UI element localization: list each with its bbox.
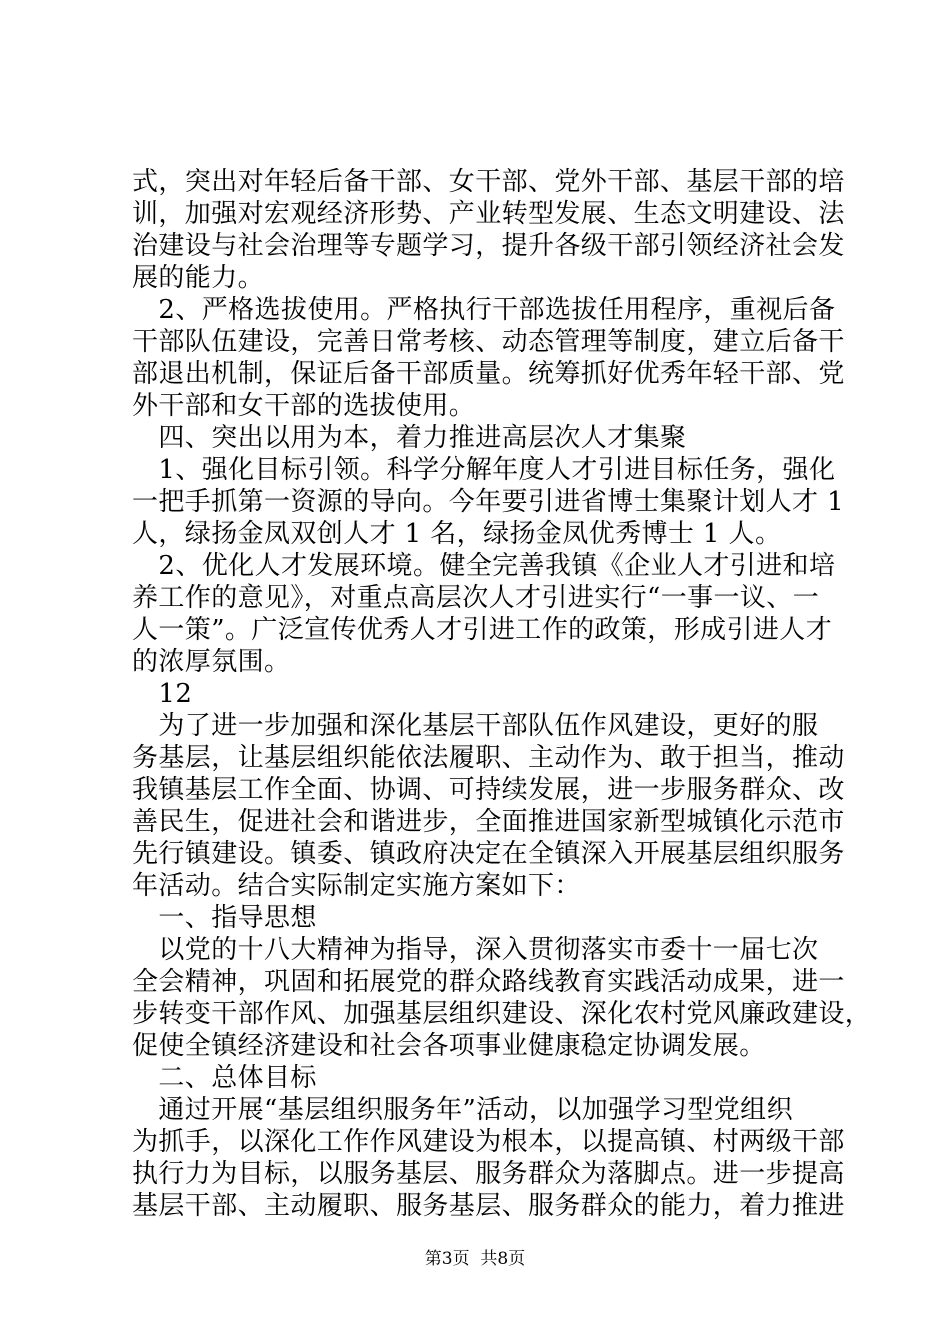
text-line: 年活动。结合实际制定实施方案如下： — [132, 871, 581, 901]
text-line: 以党的十八大精神为指导，深入贯彻落实市委十一届七次 — [132, 935, 819, 965]
text-line: 一把手抓第一资源的导向。今年要引进省博士集聚计划人才 1 — [132, 487, 845, 517]
page-number-footer: 第3页 共8页 — [424, 1249, 526, 1269]
text-line: 促使全镇经济建设和社会各项事业健康稳定协调发展。 — [132, 1031, 766, 1061]
text-line: 2、优化人才发展环境。健全完善我镇《企业人才引进和培 — [132, 551, 836, 581]
text-line: 式，突出对年轻后备干部、女干部、党外干部、基层干部的培 — [132, 167, 845, 197]
section-heading: 四、突出以用为本，着力推进高层次人才集聚 — [132, 423, 687, 453]
text-line: 的浓厚氛围。 — [132, 647, 291, 677]
text-line: 通过开展“基层组织服务年”活动，以加强学习型党组织 — [132, 1095, 793, 1125]
text-line: 展的能力。 — [132, 263, 265, 293]
text-line: 先行镇建设。镇委、镇政府决定在全镇深入开展基层组织服务 — [132, 839, 845, 869]
text-line: 为了进一步加强和深化基层干部队伍作风建设，更好的服 — [132, 711, 819, 741]
text-line: 步转变干部作风、加强基层组织建设、深化农村党风廉政建设， — [132, 999, 872, 1029]
text-line: 为抓手，以深化工作作风建设为根本，以提高镇、村两级干部 — [132, 1127, 845, 1157]
text-line: 人，绿扬金凤双创人才 1 名，绿扬金凤优秀博士 1 人。 — [132, 519, 782, 549]
text-line: 干部队伍建设，完善日常考核、动态管理等制度，建立后备干 — [132, 327, 845, 357]
text-line: 部退出机制，保证后备干部质量。统筹抓好优秀年轻干部、党 — [132, 359, 845, 389]
text-line: 1、强化目标引领。科学分解年度人才引进目标任务，强化 — [132, 455, 836, 485]
text-line: 训，加强对宏观经济形势、产业转型发展、生态文明建设、法 — [132, 199, 845, 229]
document-body — [132, 166, 872, 1222]
section-heading: 一、指导思想 — [132, 903, 317, 933]
text-line: 我镇基层工作全面、协调、可持续发展，进一步服务群众、改 — [132, 775, 845, 805]
text-line: 基层干部、主动履职、服务基层、服务群众的能力，着力推进 — [132, 1191, 845, 1221]
text-line: 务基层，让基层组织能依法履职、主动作为、敢于担当，推动 — [132, 743, 845, 773]
text-line: 执行力为目标，以服务基层、服务群众为落脚点。进一步提高 — [132, 1159, 845, 1189]
text-line: 善民生，促进社会和谐进步，全面推进国家新型城镇化示范市 — [132, 807, 845, 837]
text-line: 养工作的意见》，对重点高层次人才引进实行“一事一议、一 — [132, 583, 820, 613]
text-line: 人一策”。广泛宣传优秀人才引进工作的政策，形成引进人才 — [132, 615, 833, 645]
section-heading: 二、总体目标 — [132, 1063, 317, 1093]
text-line: 2、严格选拔使用。严格执行干部选拔任用程序，重视后备 — [132, 295, 836, 325]
text-line: 外干部和女干部的选拔使用。 — [132, 391, 476, 421]
text-line: 12 — [132, 679, 193, 709]
text-line: 治建设与社会治理等专题学习，提升各级干部引领经济社会发 — [132, 231, 845, 261]
text-line: 全会精神，巩固和拓展党的群众路线教育实践活动成果，进一 — [132, 967, 845, 997]
